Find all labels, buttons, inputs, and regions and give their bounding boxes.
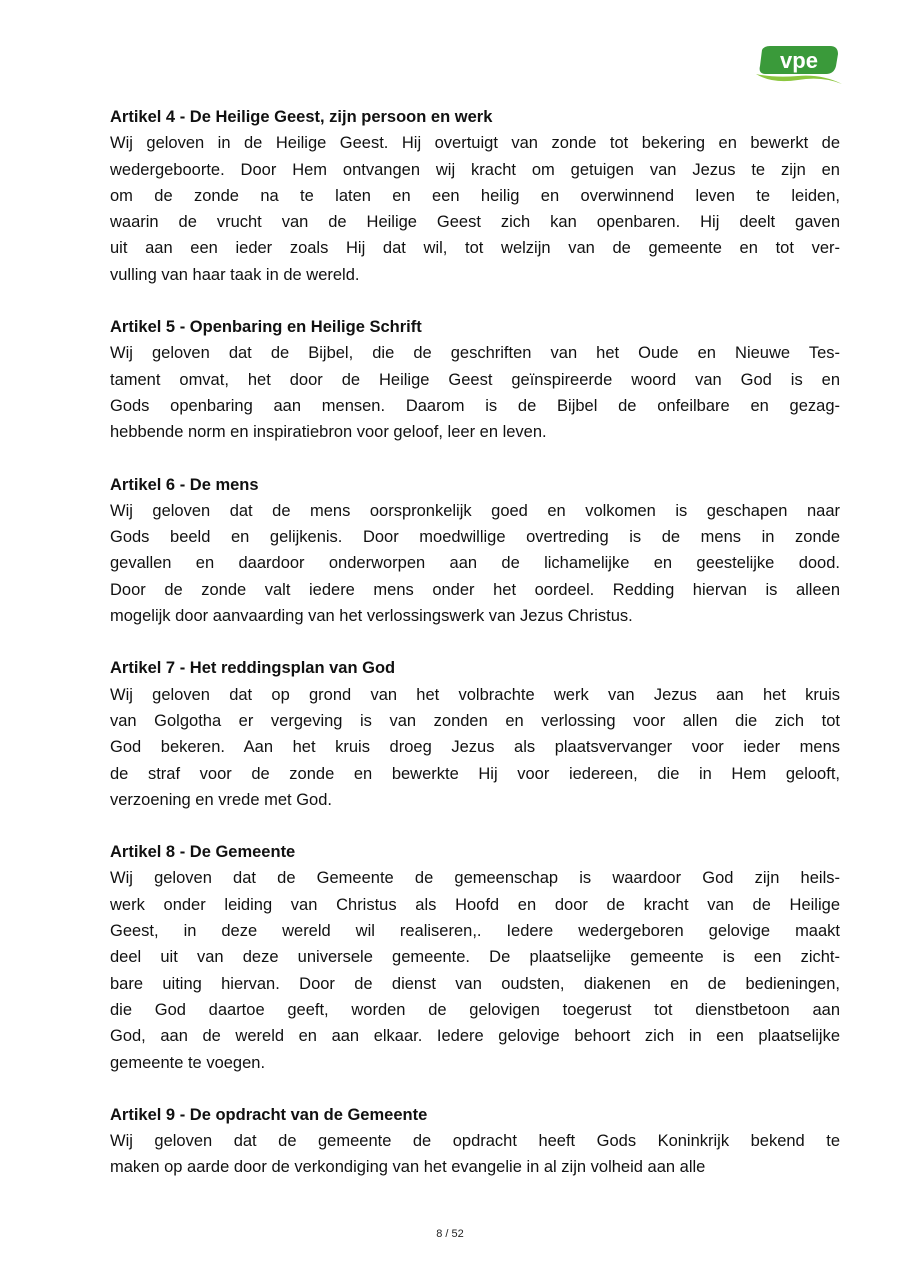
- article-line: Wij geloven dat op grond van het volbrachte werk van Jezus aan het kruis: [110, 685, 840, 704]
- article: [110, 314, 840, 445]
- article-line: gevallen en daardoor onderworpen aan de lichamelijke en geestelijke dood.: [110, 554, 840, 573]
- article-line: Door de zonde valt iedere mens onder het oordeel. Redding hiervan is alleen: [110, 580, 840, 599]
- article: [110, 655, 840, 813]
- page-number: 8 / 52: [436, 1228, 464, 1240]
- article: [110, 472, 840, 630]
- article-line: mogelijk door aanvaarding van het verlossingswerk van Jezus Christus.: [110, 607, 633, 626]
- article-line: werk onder leiding van Christus als Hoofd en door de kracht van de Heilige: [110, 895, 840, 914]
- article: [110, 104, 840, 288]
- article: [110, 1102, 840, 1181]
- article-line: Wij geloven dat de Gemeente de gemeenschap is waardoor God zijn heils-: [110, 869, 840, 888]
- article-line: vulling van haar taak in de wereld.: [110, 265, 360, 284]
- article-line: bare uiting hiervan. Door de dienst van oudsten, diakenen en de bedieningen,: [110, 974, 840, 993]
- article-heading: Artikel 4 - De Heilige Geest, zijn persoon en werk: [110, 108, 493, 126]
- article-line: verzoening en vrede met God.: [110, 790, 332, 809]
- article-line: God bekeren. Aan het kruis droeg Jezus als plaatsvervanger voor ieder mens: [110, 738, 840, 757]
- article-line: Gods beeld en gelijkenis. Door moedwillige overtreding is de mens in zonde: [110, 528, 840, 547]
- article-line: deel uit van deze universele gemeente. De plaatselijke gemeente is een zicht-: [110, 948, 840, 967]
- article-heading: Artikel 5 - Openbaring en Heilige Schrift: [110, 318, 422, 337]
- article-line: om de zonde na te laten en een heilig en overwinnend leven te leiden,: [110, 186, 840, 205]
- article-line: gemeente te voegen.: [110, 1053, 266, 1072]
- article-line: tament omvat, het door de Heilige Geest geïnspireerde woord van God is en: [110, 370, 840, 389]
- article: [110, 839, 840, 1076]
- article-line: Wij geloven in de Heilige Geest. Hij overtuigt van zonde tot bekering en bewerkt de: [110, 134, 840, 153]
- article-line: hebbende norm en inspiratiebron voor geloof, leer en leven.: [110, 423, 547, 442]
- article-line: Wij geloven dat de Bijbel, die de geschriften van het Oude en Nieuwe Tes-: [110, 344, 840, 363]
- article-heading: Artikel 8 - De Gemeente: [110, 843, 296, 862]
- article-line: Wij geloven dat de gemeente de opdracht heeft Gods Koninkrijk bekend te: [110, 1132, 840, 1151]
- article-line: Wij geloven dat de mens oorspronkelijk goed en volkomen is geschapen naar: [110, 501, 840, 520]
- document-body: [110, 104, 840, 1207]
- article-line: Gods openbaring aan mensen. Daarom is de Bijbel de onfeilbare en gezag-: [110, 396, 840, 415]
- article-heading: Artikel 9 - De opdracht van de Gemeente: [110, 1105, 428, 1124]
- article-line: de straf voor de zonde en bewerkte Hij voor iedereen, die in Hem gelooft,: [110, 764, 840, 783]
- article-line: Geest, in deze wereld wil realiseren,. Iedere wedergeboren gelovige maakt: [110, 922, 840, 941]
- svg-text:vpe: vpe: [780, 48, 818, 73]
- article-line: waarin de vrucht van de Heilige Geest zich kan openbaren. Hij deelt gaven: [110, 213, 840, 232]
- article-line: die God daartoe geeft, worden de gelovigen toegerust tot dienstbetoon aan: [110, 1000, 840, 1019]
- article-line: wedergeboorte. Door Hem ontvangen wij kracht om getuigen van Jezus te zijn en: [110, 160, 840, 179]
- article-line: van Golgotha er vergeving is van zonden en verlossing voor allen die zich tot: [110, 711, 840, 730]
- article-line: maken op aarde door de verkondiging van het evangelie in al zijn volheid aan alle: [110, 1158, 706, 1177]
- vpe-logo: [752, 44, 844, 92]
- article-heading: Artikel 6 - De mens: [110, 475, 259, 494]
- article-line: God, aan de wereld en aan elkaar. Iedere gelovige behoort zich in een plaatselijke: [110, 1027, 840, 1046]
- article-line: uit aan een ieder zoals Hij dat wil, tot welzijn van de gemeente en tot ver-: [110, 239, 840, 258]
- article-heading: Artikel 7 - Het reddingsplan van God: [110, 659, 396, 678]
